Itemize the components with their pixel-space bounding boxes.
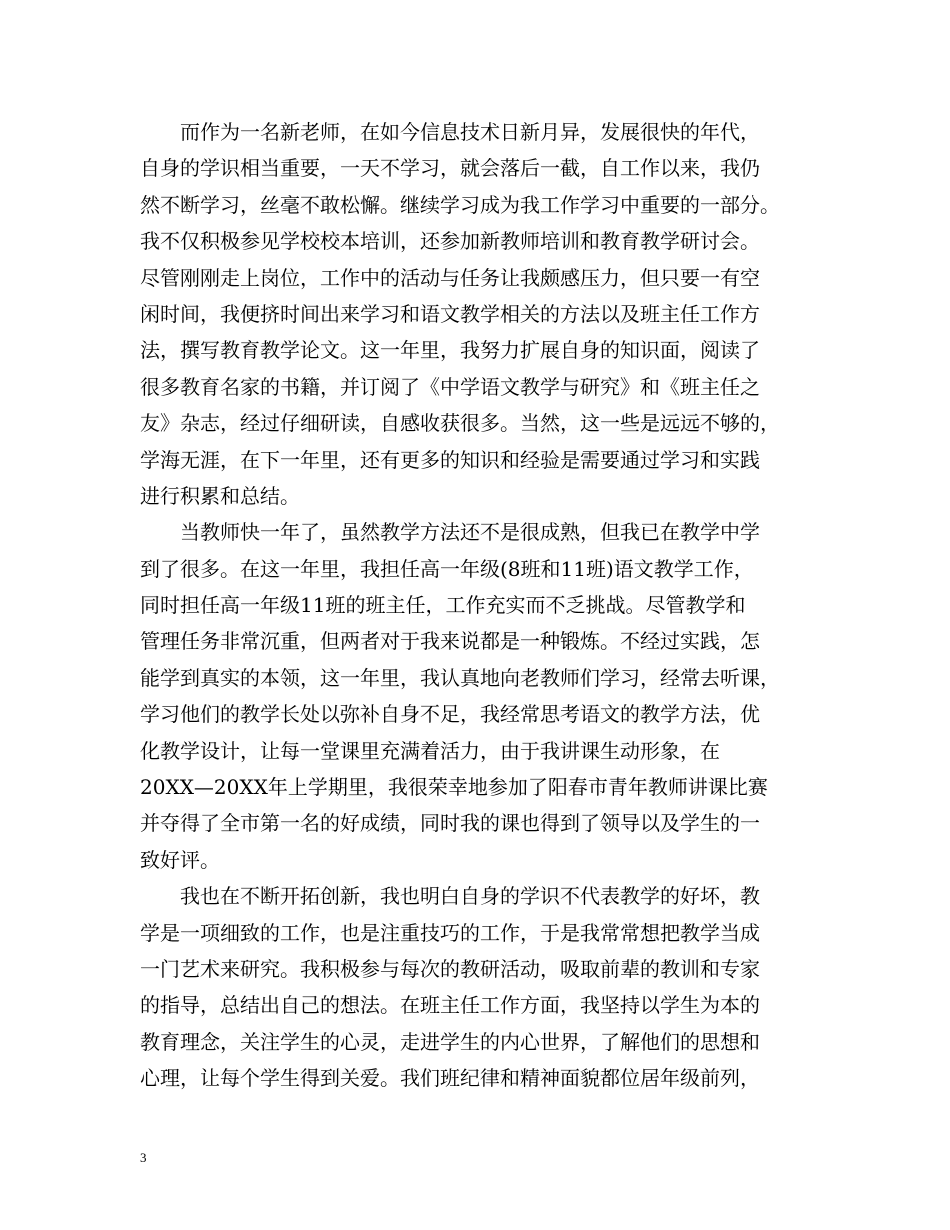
text-line: 一门艺术来研究。我积极参与每次的教研活动，吸取前辈的教训和专家: [140, 956, 760, 981]
text-line: 学海无涯，在下一年里，还有更多的知识和经验是需要通过学习和实践: [140, 447, 760, 472]
text-line: 我不仅积极参见学校校本培训，还参加新教师培训和教育教学研讨会。: [140, 229, 760, 254]
text-line: 尽管刚刚走上岗位，工作中的活动与任务让我颇感压力，但只要一有空: [140, 265, 760, 290]
text-line: 并夺得了全市第一名的好成绩，同时我的课也得到了领导以及学生的一: [140, 811, 760, 836]
text-line: 法，撰写教育教学论文。这一年里，我努力扩展自身的知识面，阅读了: [140, 338, 760, 363]
text-line: 管理任务非常沉重，但两者对于我来说都是一种锻炼。不经过实践，怎: [140, 629, 760, 654]
text-line: 当教师快一年了，虽然教学方法还不是很成熟，但我已在教学中学: [180, 520, 760, 545]
text-line: 学习他们的教学长处以弥补自身不足，我经常思考语文的教学方法，优: [140, 702, 760, 727]
text-line: 到了很多。在这一年里，我担任高一年级(8班和11班)语文教学工作，: [140, 556, 754, 581]
text-line: 心理，让每个学生得到关爱。我们班纪律和精神面貌都位居年级前列，: [140, 1066, 760, 1091]
text-line: 进行积累和总结。: [140, 483, 300, 508]
text-line: 20XX—20XX年上学期里，我很荣幸地参加了阳春市青年教师讲课比赛: [140, 775, 768, 800]
text-line: 的指导，总结出自己的想法。在班主任工作方面，我坚持以学生为本的: [140, 993, 760, 1018]
text-line: 闲时间，我便挤时间出来学习和语文教学相关的方法以及班主任工作方: [140, 301, 760, 326]
text-line: 教育理念，关注学生的心灵，走进学生的内心世界，了解他们的思想和: [140, 1029, 760, 1054]
text-line: 而作为一名新老师，在如今信息技术日新月异，发展很快的年代，: [180, 120, 760, 144]
text-line: 自身的学识相当重要，一天不学习，就会落后一截，自工作以来，我仍: [140, 156, 760, 181]
text-line: 学是一项细致的工作，也是注重技巧的工作，于是我常常想把教学当成: [140, 920, 760, 945]
text-line: 致好评。: [140, 847, 220, 872]
body-text: [140, 114, 830, 1097]
text-line: 很多教育名家的书籍，并订阅了《中学语文教学与研究》和《班主任之: [140, 374, 760, 399]
text-line: 友》杂志，经过仔细研读，自感收获很多。当然，这一些是远远不够的，: [140, 411, 780, 436]
text-line: 化教学设计，让每一堂课里充满着活力，由于我讲课生动形象，在: [140, 738, 720, 763]
text-line: 同时担任高一年级11班的班主任，工作充实而不乏挑战。尽管教学和: [140, 593, 746, 618]
text-line: 能学到真实的本领，这一年里，我认真地向老教师们学习，经常去听课，: [140, 665, 780, 690]
text-line: 我也在不断开拓创新，我也明白自身的学识不代表教学的好坏，教: [180, 884, 760, 909]
text-line: 然不断学习，丝毫不敢松懈。继续学习成为我工作学习中重要的一部分。: [140, 192, 780, 217]
page-number: 3: [140, 1150, 147, 1165]
